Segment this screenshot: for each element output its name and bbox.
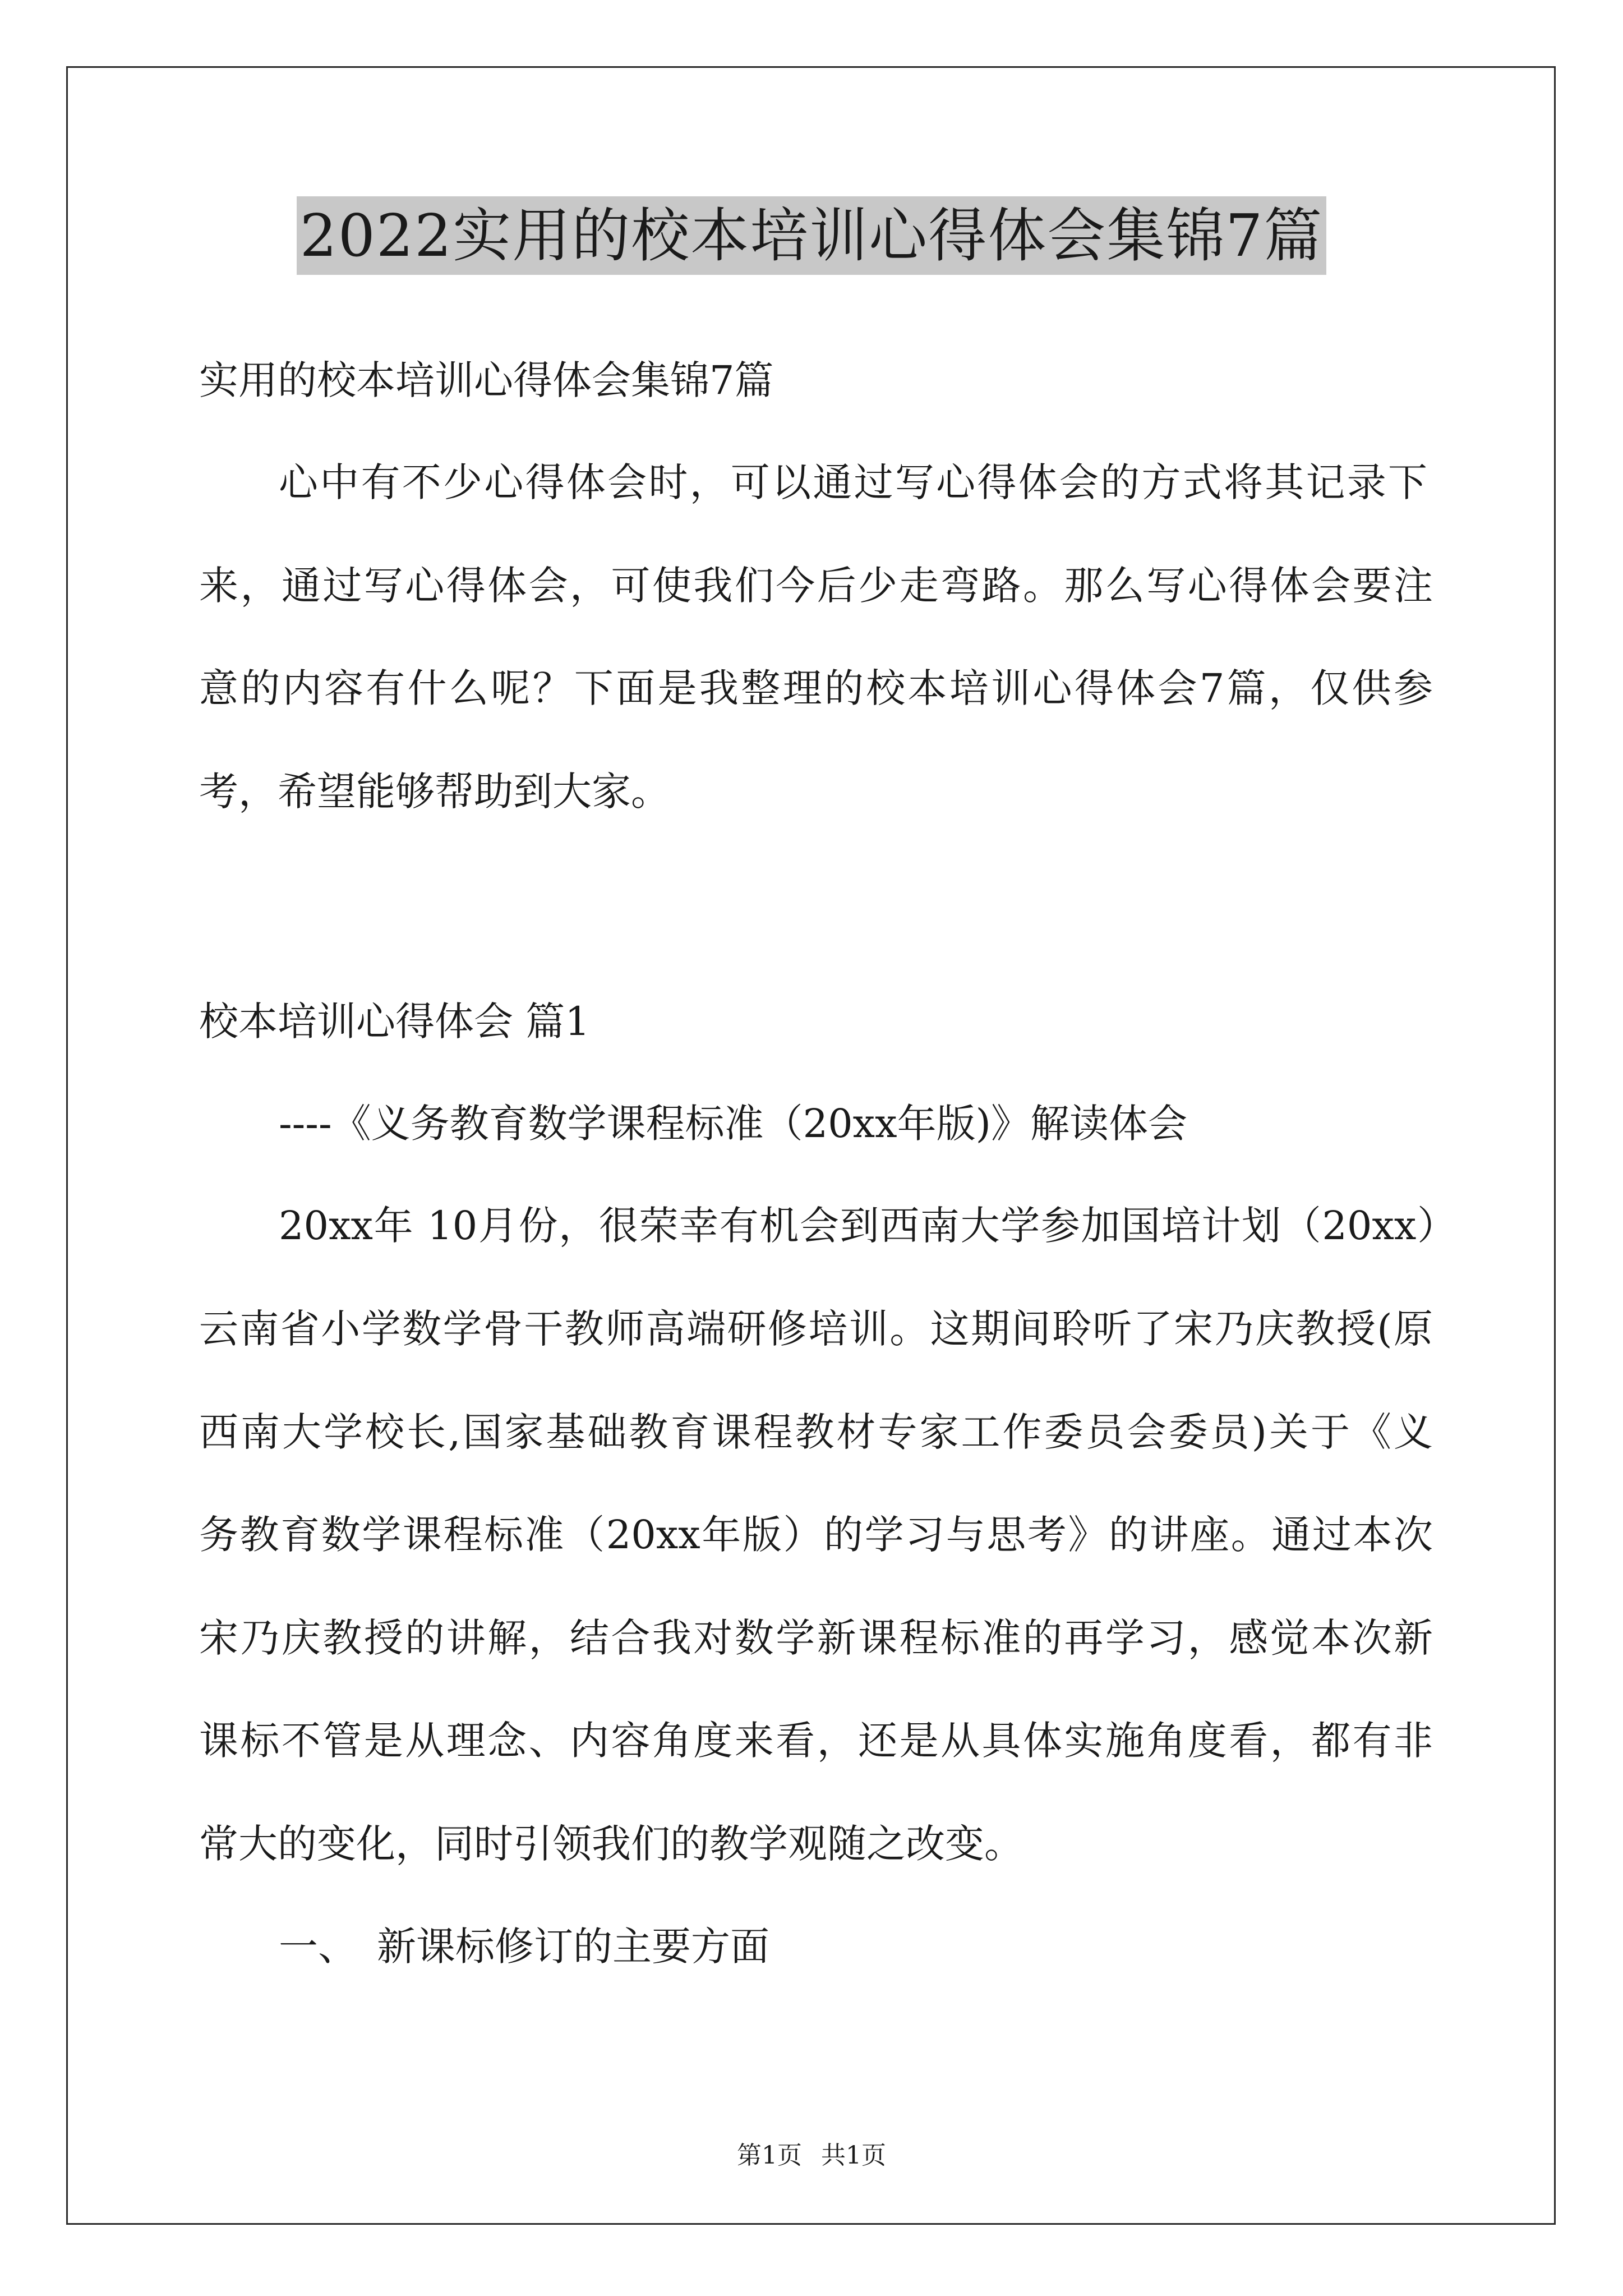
body-line-5: 宋乃庆教授的讲解，结合我对数学新课程标准的再学习，感觉本次新	[199, 1615, 1433, 1661]
title-wrapper	[0, 196, 1623, 275]
intro-line-3: 意的内容有什么呢？下面是我整理的校本培训心得体会7篇，仅供参	[199, 665, 1433, 711]
body-line-6: 课标不管是从理念、内容角度来看，还是从具体实施角度看，都有非	[199, 1718, 1433, 1764]
intro-line-1: 心中有不少心得体会时，可以通过写心得体会的方式将其记录下	[279, 459, 1427, 505]
section-heading: 校本培训心得体会 篇1	[199, 999, 590, 1045]
document-title: 2022实用的校本培训心得体会集锦7篇	[297, 196, 1327, 275]
body-line-2: 云南省小学数学骨干教师高端研修培训。这期间聆听了宋乃庆教授(原	[199, 1306, 1433, 1352]
page-number: 第1页	[737, 2141, 802, 2170]
body-line-7: 常大的变化，同时引领我们的教学观随之改变。	[199, 1821, 1023, 1867]
page-total: 共1页	[821, 2141, 886, 2170]
section-subtitle: ----《义务教育数学课程标准（20xx年版)》解读体会	[279, 1101, 1187, 1147]
page-footer	[0, 2139, 1623, 2173]
intro-line-4: 考，希望能够帮助到大家。	[199, 769, 670, 815]
body-line-1: 20xx年 10月份，很荣幸有机会到西南大学参加国培计划（20xx）	[279, 1203, 1456, 1249]
body-line-4: 务教育数学课程标准（20xx年版）的学习与思考》的讲座。通过本次	[199, 1512, 1433, 1558]
intro-line-2: 来，通过写心得体会，可使我们今后少走弯路。那么写心得体会要注	[199, 563, 1433, 609]
document-subtitle: 实用的校本培训心得体会集锦7篇	[199, 357, 774, 403]
body-line-3: 西南大学校长,国家基础教育课程教材专家工作委员会委员)关于《义	[199, 1409, 1433, 1455]
list-heading: 一、 新课标修订的主要方面	[279, 1924, 769, 1970]
